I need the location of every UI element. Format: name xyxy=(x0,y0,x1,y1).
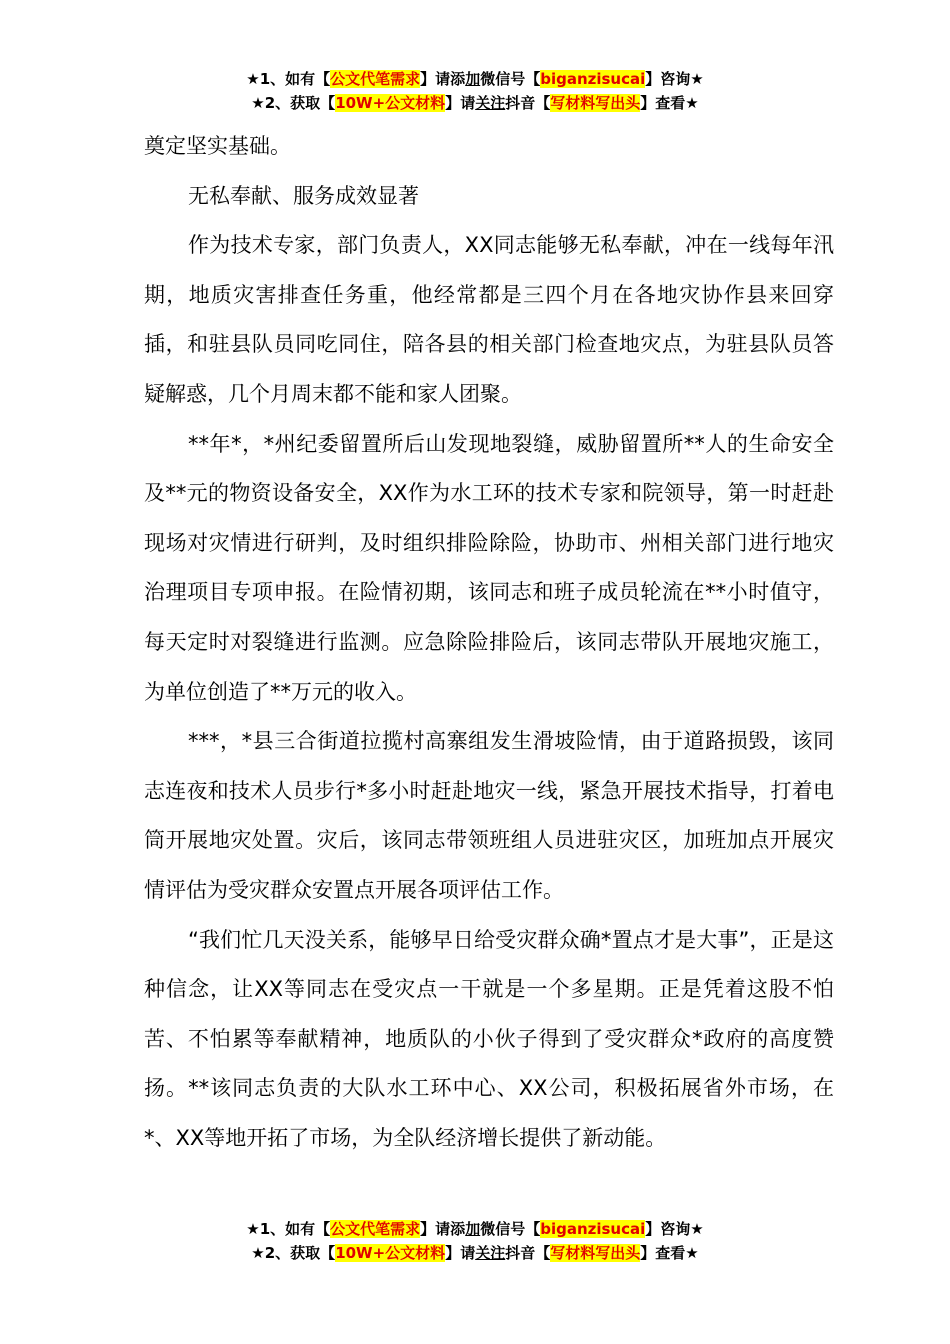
highlight-materials: 10W+公文材料 xyxy=(335,1244,446,1262)
paragraph: ***，*县三合街道拉揽村高寨组发生滑坡险情，由于道路损毁，该同志连夜和技术人员步行*多小时赶赴地灾一线，紧急开展技术指导，打着电筒开展地灾处置。灾后，该同志带领班组人员进驻灾区，加班加点开展灾情评估为受灾群众安置点开展各项评估工作。 xyxy=(144,729,834,902)
section-heading: 无私奉献、服务成效显著 xyxy=(188,183,419,208)
highlight-wechat-id: biganzisucai xyxy=(540,70,646,88)
paragraph-continuation: 奠定坚实基础。 xyxy=(144,134,291,158)
footer-banner xyxy=(0,1217,950,1265)
banner-line-1: ★1、如有【公文代笔需求】请添加微信号【biganzisucai】咨询★ xyxy=(246,70,704,88)
highlight-wechat-id: biganzisucai xyxy=(540,1220,646,1238)
paragraph: **年*，*州纪委留置所后山发现地裂缝，威胁留置所**人的生命安全及**元的物资设备安全，XX作为水工环的技术专家和院领导，第一时赶赴现场对灾情进行研判，及时组织排险除险，协助市、州相关部门进行地灾治理项目专项申报。在险情初期，该同志和班子成员轮流在**小时值守，每天定时对裂缝进行监测。应急除险排险后，该同志带队开展地灾施工，为单位创造了**万元的收入。 xyxy=(144,431,834,704)
highlight-service: 公文代笔需求 xyxy=(330,1220,421,1238)
paragraph: 作为技术专家，部门负责人，XX同志能够无私奉献，冲在一线每年汛期，地质灾害排查任务重，他经常都是三四个月在各地灾协作县来回穿插，和驻县队员同吃同住，陪各县的相关部门检查地灾点，为驻县队员答疑解惑，几个月周末都不能和家人团聚。 xyxy=(144,233,834,406)
paragraph: “我们忙几天没关系，能够早日给受灾群众确*置点才是大事”，正是这种信念，让XX等同志在受灾点一干就是一个多星期。正是凭着这股不怕苦、不怕累等奉献精神，地质队的小伙子得到了受灾群众*政府的高度赞扬。**该同志负责的大队水工环中心、XX公司，积极拓展省外市场，在*、XX等地开拓了市场，为全队经济增长提供了新动能。 xyxy=(144,927,834,1150)
highlight-materials: 10W+公文材料 xyxy=(335,94,446,112)
banner-line-1: ★1、如有【公文代笔需求】请添加微信号【biganzisucai】咨询★ xyxy=(246,1220,704,1238)
header-banner xyxy=(0,67,950,115)
banner-line-2: ★2、获取【10W+公文材料】请关注抖音【写材料写出头】查看★ xyxy=(251,94,699,112)
document-body xyxy=(144,122,834,1163)
banner-line-2: ★2、获取【10W+公文材料】请关注抖音【写材料写出头】查看★ xyxy=(251,1244,699,1262)
highlight-douyin: 写材料写出头 xyxy=(550,1244,641,1262)
highlight-douyin: 写材料写出头 xyxy=(550,94,641,112)
highlight-service: 公文代笔需求 xyxy=(330,70,421,88)
